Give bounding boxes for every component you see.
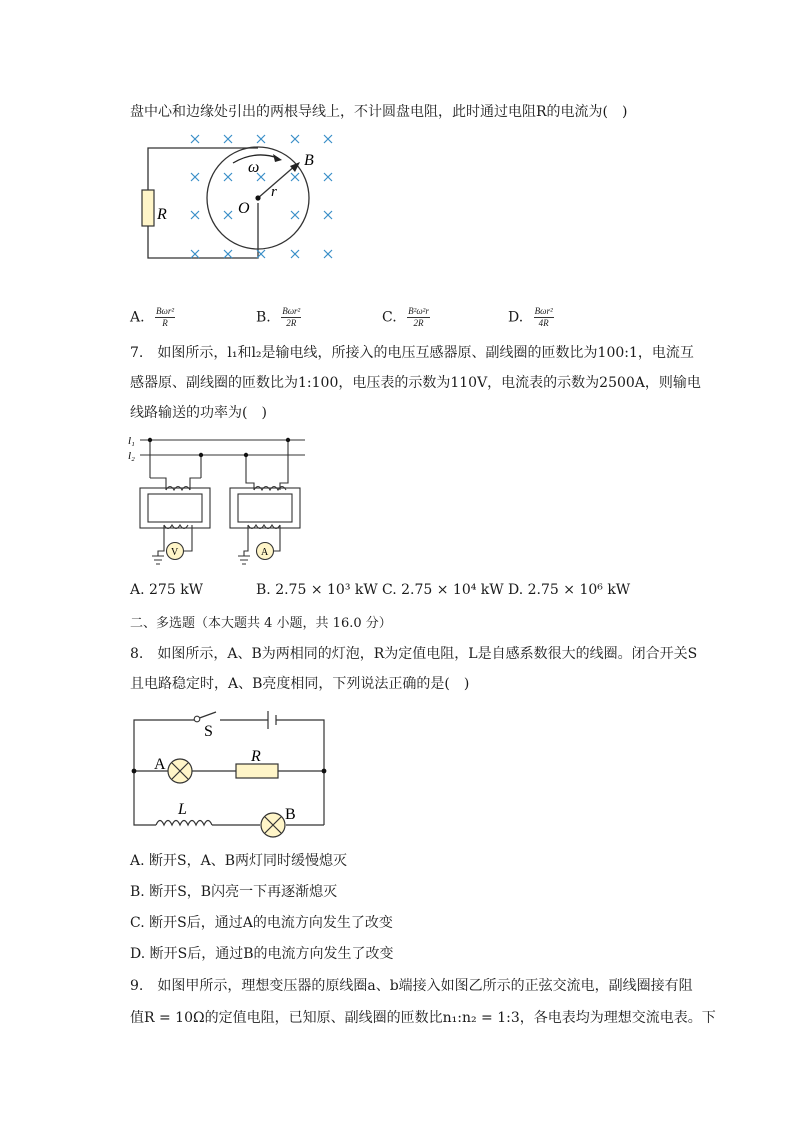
label-l2: l₂ [128, 450, 135, 462]
q7-diagram [128, 428, 313, 576]
section-title: 二、多选题（本大题共 4 小题，共 16.0 分） [130, 616, 392, 631]
label-A: A [154, 756, 166, 773]
q7-stem-line2: 感器原、副线圈的匝数比为1:100，电压表的示数为110V，电流表的示数为2500A，则输电 [130, 375, 701, 391]
label-L: L [178, 801, 187, 818]
q8-option-d[interactable]: D. 断开S后，通过B的电流方向发生了改变 [130, 946, 394, 962]
q9-stem-line1: 9. 如图甲所示，理想变压器的原线圈a、b端接入如图乙所示的正弦交流电，副线圈接有阻 [130, 978, 693, 994]
q8-stem-line1: 8. 如图所示，A、B为两相同的灯泡，R为定值电阻，L是自感系数很大的线圈。闭合开关S [130, 646, 698, 662]
label-R8: R [251, 748, 261, 765]
q9-stem-line2: 值R = 10Ω的定值电阻，已知原、副线圈的匝数比n₁:n₂ = 1:3，各电表均为理想交流电表。下 [130, 1010, 716, 1026]
q7-stem-line1: 7. 如图所示，l₁和l₂是输电线，所接入的电压互感器原、副线圈的匝数比为100:1，电流互 [130, 345, 694, 361]
voltmeter-label: V [171, 547, 179, 558]
q6-option-c[interactable]: C. $\frac{\text{B²ω²r}}{2R}$ [382, 306, 429, 328]
q6-diagram [130, 128, 350, 288]
label-omega: ω [248, 159, 260, 176]
label-B: B [304, 152, 314, 169]
q8-option-a[interactable]: A. 断开S，A、B两灯同时缓慢熄灭 [130, 853, 347, 869]
q7-option-b[interactable]: B. 2.75 × 10³ kW [256, 582, 378, 598]
label-r: r [271, 184, 277, 200]
q7-option-c[interactable]: C. 2.75 × 10⁴ kW [382, 582, 504, 598]
q6-option-d[interactable]: D. $\frac{\text{Bωr²}}{4R}$ [508, 306, 553, 328]
label-R: R [157, 206, 167, 223]
label-S: S [204, 723, 213, 740]
ammeter-label: A [261, 547, 269, 558]
label-O: O [238, 200, 250, 217]
label-B8: B [285, 806, 296, 823]
q7-option-a[interactable]: A. 275 kW [130, 582, 204, 598]
q6-stem: 盘中心和边缘处引出的两根导线上，不计圆盘电阻，此时通过电阻R的电流为( ) [130, 104, 628, 120]
q6-option-a[interactable]: A. $\frac{\text{Bωr²}}{R}$ [130, 306, 175, 328]
q8-option-b[interactable]: B. 断开S，B闪亮一下再逐渐熄灭 [130, 884, 338, 900]
q6-option-b[interactable]: B. $\frac{\text{Bωr²}}{2R}$ [256, 306, 301, 328]
q7-option-d[interactable]: D. 2.75 × 10⁶ kW [508, 582, 631, 598]
q7-stem-line3: 线路输送的功率为( ) [130, 405, 267, 421]
q8-stem-line2: 且电路稳定时，A、B亮度相同，下列说法正确的是( ) [130, 676, 470, 692]
label-l1: l₁ [128, 435, 135, 447]
q8-diagram [128, 705, 328, 840]
q8-option-c[interactable]: C. 断开S后，通过A的电流方向发生了改变 [130, 915, 393, 931]
